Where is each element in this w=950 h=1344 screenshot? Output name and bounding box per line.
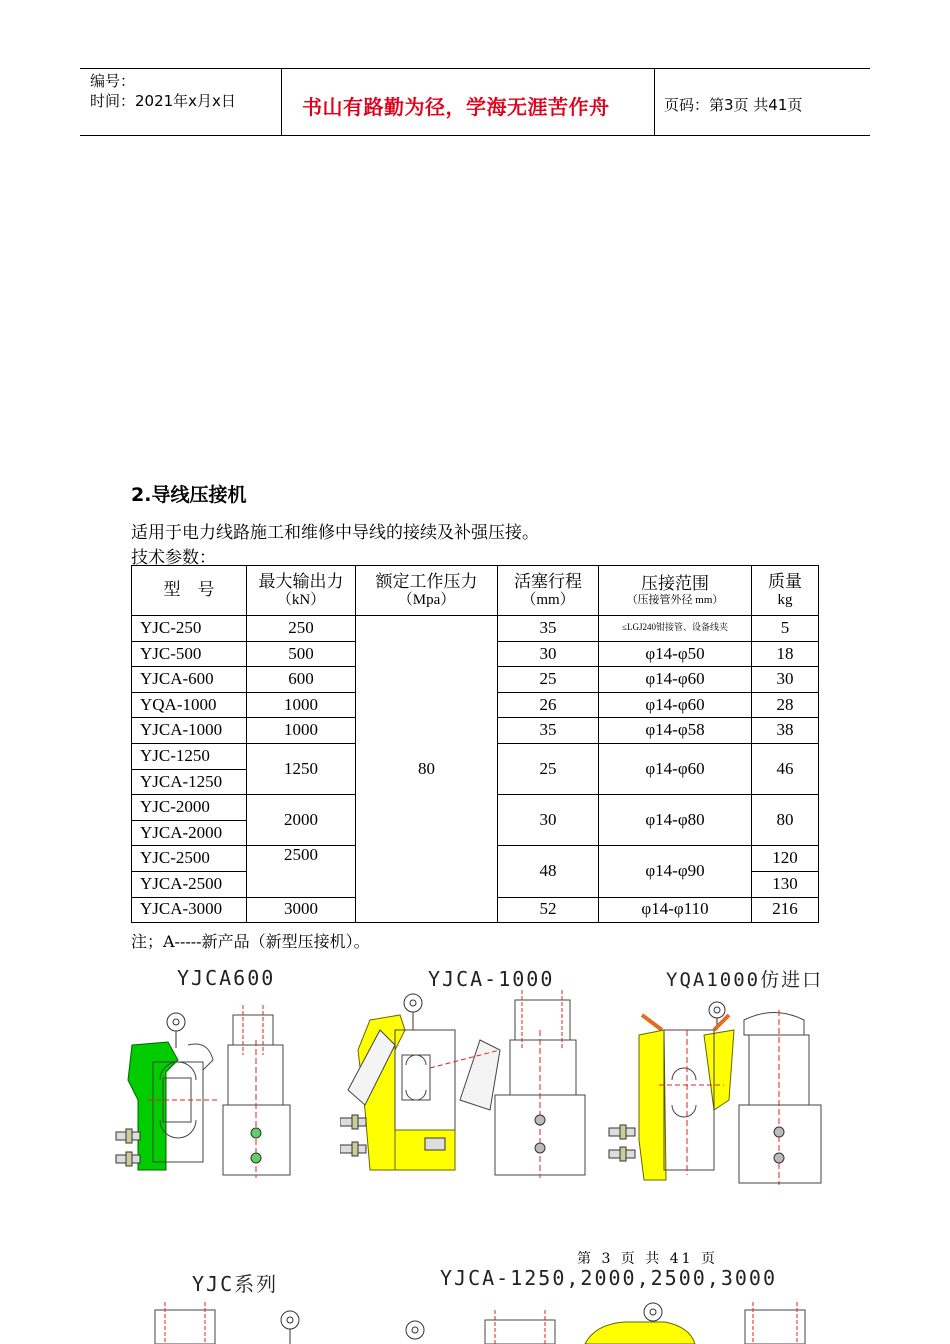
table-row <box>132 616 819 642</box>
stroke-cell: 25 <box>498 743 599 794</box>
header-model: 型 号 <box>132 566 247 616</box>
model-cell: YJCA-1000 <box>132 718 247 744</box>
header-top-rule <box>80 68 870 69</box>
model-cell: YJC-2500 <box>132 846 247 872</box>
model-cell: YJC-2000 <box>132 795 247 821</box>
output-cell: 250 <box>247 616 356 642</box>
range-cell: φ14-φ110 <box>599 897 752 923</box>
figure-label-yjca-multi: YJCA-1250,2000,2500,3000 <box>440 1266 777 1290</box>
section-intro: 适用于电力线路施工和维修中导线的接续及补强压接。 <box>131 523 539 543</box>
output-cell: 3000 <box>247 897 356 923</box>
pressure-cell: 80 <box>356 616 498 923</box>
table-header-row <box>132 566 819 616</box>
mass-cell: 46 <box>752 743 819 794</box>
stroke-cell: 30 <box>498 795 599 846</box>
mass-cell: 216 <box>752 897 819 923</box>
table-note: 注；A-----新产品（新型压接机）。 <box>131 932 370 951</box>
mass-cell: 30 <box>752 667 819 693</box>
header-mass: 质量 kg <box>752 566 819 616</box>
range-cell: φ14-φ60 <box>599 667 752 693</box>
stroke-cell: 26 <box>498 692 599 718</box>
stroke-cell: 35 <box>498 718 599 744</box>
model-cell: YJC-500 <box>132 641 247 667</box>
header-range: 压接范围 （压接管外径 mm） <box>599 566 752 616</box>
model-cell: YJCA-2500 <box>132 871 247 897</box>
figure-label-yjca600: YJCA600 <box>177 966 276 990</box>
figure-label-yjc-series: YJC系列 <box>192 1272 279 1296</box>
mass-cell: 120 <box>752 846 819 872</box>
header-divider-right <box>654 68 655 136</box>
model-cell: YJCA-3000 <box>132 897 247 923</box>
model-cell: YJC-250 <box>132 616 247 642</box>
drawing-yqa1000 <box>604 1000 824 1190</box>
header-number-label: 编号： <box>90 72 136 90</box>
section-title: 2.导线压接机 <box>131 484 247 506</box>
mass-cell: 130 <box>752 871 819 897</box>
drawing-yjca-multi-partial <box>395 1300 825 1344</box>
stroke-cell: 25 <box>498 667 599 693</box>
drawing-yjc-series-partial <box>150 1300 320 1344</box>
range-cell: φ14-φ80 <box>599 795 752 846</box>
range-cell: φ14-φ90 <box>599 846 752 897</box>
header-pressure: 额定工作压力 （Mpa） <box>356 566 498 616</box>
model-cell: YJCA-1250 <box>132 769 247 795</box>
stroke-cell: 30 <box>498 641 599 667</box>
spec-table <box>131 565 819 923</box>
header-divider-left <box>281 68 282 136</box>
header-motto: 书山有路勤为径，学海无涯苦作舟 <box>302 95 610 119</box>
mass-cell: 18 <box>752 641 819 667</box>
range-cell: φ14-φ60 <box>599 743 752 794</box>
output-cell: 600 <box>247 667 356 693</box>
figure-label-yjca1000: YJCA-1000 <box>428 967 555 991</box>
page-footer: 第 3 页 共 41 页 <box>577 1251 718 1267</box>
range-cell: ≤LGJ240钳接管、设备线夹 <box>599 616 752 642</box>
figure-label-yqa1000: YQA1000仿进口 <box>666 969 824 991</box>
mass-cell: 80 <box>752 795 819 846</box>
model-cell: YJCA-600 <box>132 667 247 693</box>
output-cell: 500 <box>247 641 356 667</box>
model-cell: YJCA-2000 <box>132 820 247 846</box>
stroke-cell: 48 <box>498 846 599 897</box>
mass-cell: 38 <box>752 718 819 744</box>
drawing-yjca600 <box>108 1000 308 1180</box>
output-cell: 1000 <box>247 692 356 718</box>
stroke-cell: 35 <box>498 616 599 642</box>
model-cell: YJC-1250 <box>132 743 247 769</box>
output-cell: 1250 <box>247 743 356 794</box>
params-label: 技术参数： <box>131 548 216 568</box>
output-cell: 2500 <box>247 846 356 897</box>
header-stroke: 活塞行程 （mm） <box>498 566 599 616</box>
stroke-cell: 52 <box>498 897 599 923</box>
range-cell: φ14-φ58 <box>599 718 752 744</box>
header-output: 最大输出力 （kN） <box>247 566 356 616</box>
mass-cell: 28 <box>752 692 819 718</box>
range-cell: φ14-φ50 <box>599 641 752 667</box>
mass-cell: 5 <box>752 616 819 642</box>
drawing-yjca1000 <box>340 990 590 1180</box>
header-page-info: 页码：第3页 共41页 <box>664 96 803 114</box>
model-cell: YQA-1000 <box>132 692 247 718</box>
output-cell: 2000 <box>247 795 356 846</box>
header-time-label: 时间：2021年x月x日 <box>90 92 236 110</box>
header-bottom-rule <box>80 135 870 136</box>
output-cell: 1000 <box>247 718 356 744</box>
range-cell: φ14-φ60 <box>599 692 752 718</box>
